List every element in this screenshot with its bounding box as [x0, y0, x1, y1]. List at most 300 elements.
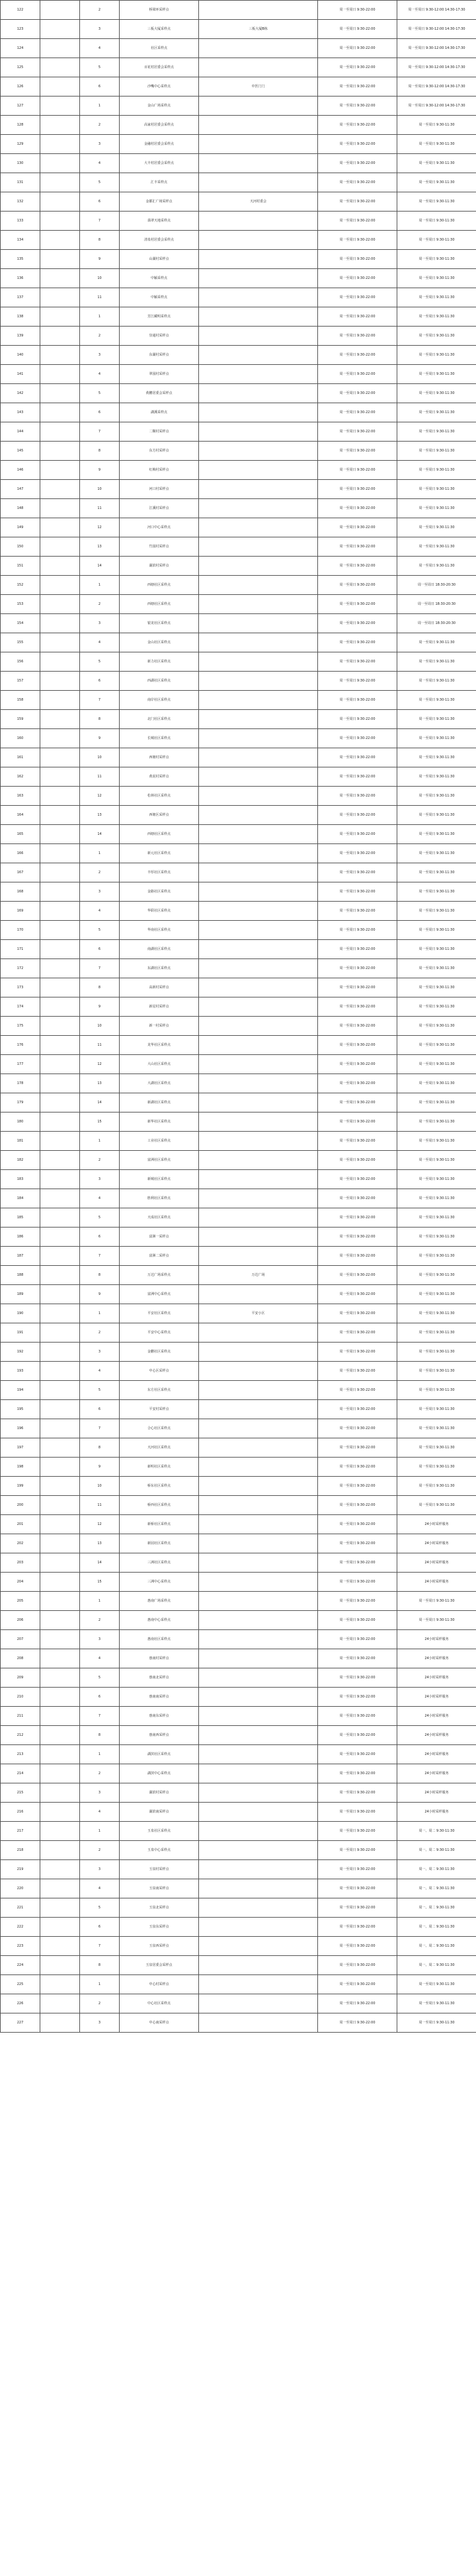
cell-site: 翡翠天地采样点 [120, 212, 199, 231]
cell-site: 大湖社区采样点 [120, 1074, 199, 1093]
table-row [1, 1764, 476, 1783]
cell-street [40, 1074, 80, 1093]
cell-hours: 周一至周日 9:30-22:00 [318, 1764, 397, 1783]
cell-no: 126 [1, 77, 40, 97]
cell-no: 173 [1, 978, 40, 997]
table-row [1, 1458, 476, 1477]
cell-addr [199, 787, 318, 806]
cell-weekend: 周一至周日 9:30-11:30 [397, 442, 476, 461]
table-row [1, 1630, 476, 1649]
cell-street [40, 1994, 80, 2013]
cell-site: 惠南西采样点 [120, 1726, 199, 1745]
cell-no: 204 [1, 1573, 40, 1592]
cell-site: 富洲社区采样点 [120, 1151, 199, 1170]
cell-street [40, 212, 80, 231]
cell-site: 河口村采样点 [120, 480, 199, 499]
cell-site: 黄泥村采样点 [120, 767, 199, 787]
cell-street [40, 537, 80, 557]
table-row [1, 154, 476, 173]
cell-no: 220 [1, 1879, 40, 1898]
cell-idx: 13 [80, 806, 120, 825]
cell-addr [199, 307, 318, 327]
cell-idx: 9 [80, 250, 120, 269]
table-row [1, 537, 476, 557]
cell-weekend: 周一至周日 9:30-11:30 [397, 212, 476, 231]
cell-idx: 9 [80, 729, 120, 748]
cell-site: 新星村采样点 [120, 997, 199, 1017]
cell-hours: 周一至周日 9:30-22:00 [318, 1822, 397, 1841]
cell-hours: 周一至周日 9:30-22:00 [318, 633, 397, 652]
table-row [1, 1362, 476, 1381]
cell-hours: 周一至周日 9:30-22:00 [318, 403, 397, 422]
cell-site: 西湖社区采样点 [120, 672, 199, 691]
table-row [1, 1074, 476, 1093]
cell-no: 141 [1, 365, 40, 384]
cell-addr [199, 1323, 318, 1343]
cell-no: 129 [1, 135, 40, 154]
table-row [1, 1918, 476, 1937]
cell-weekend: 周一、周二 9:30-11:30 [397, 1898, 476, 1918]
cell-weekend: 周一至周日 9:30-11:30 [397, 135, 476, 154]
table-row [1, 672, 476, 691]
table-row [1, 1937, 476, 1956]
cell-street [40, 1668, 80, 1688]
cell-site: 东湖社区采样点 [120, 959, 199, 978]
cell-site: 华联社区采样点 [120, 902, 199, 921]
cell-idx: 3 [80, 614, 120, 633]
table-row [1, 1745, 476, 1764]
cell-no: 206 [1, 1611, 40, 1630]
cell-idx: 6 [80, 1688, 120, 1707]
cell-weekend: 周一至周日 9:30-12:00 14:30-17:30 [397, 97, 476, 116]
cell-hours: 周一至周日 9:30-22:00 [318, 1994, 397, 2013]
cell-weekend: 周一至周日 9:30-11:30 [397, 940, 476, 959]
cell-street [40, 154, 80, 173]
cell-street [40, 1745, 80, 1764]
cell-idx: 3 [80, 1860, 120, 1879]
cell-hours: 周一至周日 9:30-22:00 [318, 1458, 397, 1477]
cell-idx: 5 [80, 1381, 120, 1400]
cell-street [40, 1898, 80, 1918]
cell-site: 汇丰采样点 [120, 173, 199, 192]
cell-site: 丰厚社区采样点 [120, 863, 199, 882]
cell-addr [199, 442, 318, 461]
cell-street [40, 327, 80, 346]
cell-idx: 15 [80, 1573, 120, 1592]
cell-site: 新力社区采样点 [120, 652, 199, 672]
cell-addr [199, 384, 318, 403]
table-row [1, 1726, 476, 1745]
cell-no: 187 [1, 1247, 40, 1266]
table-row [1, 212, 476, 231]
cell-site: 玉泉东采样点 [120, 1918, 199, 1937]
cell-addr [199, 58, 318, 77]
cell-site: 三板大厦采样点 [120, 20, 199, 39]
cell-site: 湖滨村采样点 [120, 1783, 199, 1803]
cell-hours: 周一至周日 9:30-22:00 [318, 863, 397, 882]
cell-idx: 13 [80, 1074, 120, 1093]
cell-addr [199, 902, 318, 921]
cell-hours: 周一至周日 9:30-22:00 [318, 422, 397, 442]
cell-street [40, 20, 80, 39]
cell-site: 平安中心采样点 [120, 1323, 199, 1343]
table-row [1, 307, 476, 327]
table-row [1, 1860, 476, 1879]
cell-idx: 6 [80, 403, 120, 422]
cell-weekend: 周一至周日 9:30-11:30 [397, 1975, 476, 1994]
cell-weekend: 周一至周日 9:30-11:30 [397, 652, 476, 672]
cell-no: 205 [1, 1592, 40, 1611]
cell-site: 中心南采样点 [120, 2013, 199, 2033]
table-row [1, 1956, 476, 1975]
cell-no: 176 [1, 1036, 40, 1055]
cell-addr [199, 1151, 318, 1170]
cell-idx: 13 [80, 537, 120, 557]
cell-addr [199, 1132, 318, 1151]
cell-site: 湖滨中心采样点 [120, 1764, 199, 1783]
cell-hours: 周一至周日 9:30-22:00 [318, 154, 397, 173]
cell-street [40, 978, 80, 997]
cell-weekend: 周一至周日 9:30-11:30 [397, 1151, 476, 1170]
table-row [1, 384, 476, 403]
cell-addr [199, 1189, 318, 1208]
table-row [1, 1036, 476, 1055]
cell-street [40, 1170, 80, 1189]
cell-no: 138 [1, 307, 40, 327]
cell-site: 合心社区采样点 [120, 1419, 199, 1438]
cell-site: 新元社区采样点 [120, 844, 199, 863]
cell-addr [199, 1343, 318, 1362]
cell-weekend: 24小时采样服务 [397, 1534, 476, 1553]
cell-weekend: 周一至周日 9:30-11:30 [397, 787, 476, 806]
table-row [1, 58, 476, 77]
cell-weekend: 周一至周日 9:30-11:30 [397, 365, 476, 384]
cell-hours: 周一至周日 9:30-22:00 [318, 288, 397, 307]
cell-hours: 周一至周日 9:30-22:00 [318, 1036, 397, 1055]
cell-addr [199, 1956, 318, 1975]
cell-site: 新园社区采样点 [120, 1534, 199, 1553]
cell-idx: 10 [80, 269, 120, 288]
cell-hours: 周一至周日 9:30-22:00 [318, 346, 397, 365]
cell-idx: 1 [80, 1592, 120, 1611]
cell-weekend: 周一至周日 9:30-12:00 14:30-17:30 [397, 77, 476, 97]
cell-hours: 周一至周日 9:30-22:00 [318, 1841, 397, 1860]
cell-no: 133 [1, 212, 40, 231]
cell-site: 富洲二采样点 [120, 1247, 199, 1266]
cell-hours: 周一至周日 9:30-22:00 [318, 2013, 397, 2033]
cell-no: 163 [1, 787, 40, 806]
cell-no: 142 [1, 384, 40, 403]
cell-no: 179 [1, 1093, 40, 1112]
cell-no: 225 [1, 1975, 40, 1994]
cell-addr: 万达广场 [199, 1266, 318, 1285]
cell-street [40, 1611, 80, 1630]
cell-addr [199, 1170, 318, 1189]
cell-hours: 周一至周日 9:30-22:00 [318, 921, 397, 940]
cell-site: 高新村采样点 [120, 978, 199, 997]
cell-site: 桥东社区采样点 [120, 1477, 199, 1496]
table-row [1, 844, 476, 863]
cell-weekend: 周一至周日 9:30-11:30 [397, 231, 476, 250]
cell-no: 185 [1, 1208, 40, 1228]
cell-street [40, 307, 80, 327]
cell-weekend: 24小时采样服务 [397, 1707, 476, 1726]
cell-addr [199, 1458, 318, 1477]
cell-site: 金融村居委会采样点 [120, 135, 199, 154]
cell-site: 惠南中心采样点 [120, 1611, 199, 1630]
cell-addr [199, 403, 318, 422]
cell-addr [199, 672, 318, 691]
cell-no: 143 [1, 403, 40, 422]
cell-street [40, 1477, 80, 1496]
cell-hours: 周一至周日 9:30-22:00 [318, 767, 397, 787]
cell-idx: 1 [80, 1745, 120, 1764]
cell-hours: 周一至周日 9:30-22:00 [318, 1362, 397, 1381]
cell-addr [199, 806, 318, 825]
table-row [1, 863, 476, 882]
table-row [1, 1208, 476, 1228]
cell-street [40, 806, 80, 825]
cell-site: 二顺村采样点 [120, 422, 199, 442]
cell-addr [199, 1707, 318, 1726]
cell-site: 玉泉南采样点 [120, 1879, 199, 1898]
cell-no: 140 [1, 346, 40, 365]
cell-street [40, 1266, 80, 1285]
table-row [1, 1783, 476, 1803]
table-row [1, 652, 476, 672]
table-row [1, 1879, 476, 1898]
cell-addr [199, 729, 318, 748]
cell-hours: 周一至周日 9:30-22:00 [318, 1975, 397, 1994]
cell-idx: 12 [80, 518, 120, 537]
cell-site: 江溪村采样点 [120, 499, 199, 518]
cell-addr [199, 1668, 318, 1688]
cell-weekend: 周一至周日 9:30-11:30 [397, 307, 476, 327]
cell-weekend: 周一至周日 9:30-12:00 14:30-17:30 [397, 39, 476, 58]
cell-addr [199, 154, 318, 173]
table-row [1, 1132, 476, 1151]
cell-street [40, 1630, 80, 1649]
cell-idx: 2 [80, 1764, 120, 1783]
cell-hours: 周一至周日 9:30-22:00 [318, 940, 397, 959]
cell-no: 150 [1, 537, 40, 557]
cell-hours: 周一至周日 9:30-22:00 [318, 384, 397, 403]
cell-hours: 周一至周日 9:30-22:00 [318, 1496, 397, 1515]
cell-site: 社区采样点 [120, 39, 199, 58]
cell-idx: 2 [80, 863, 120, 882]
cell-site: 金鹏社区采样点 [120, 1343, 199, 1362]
cell-site: 松林社区采样点 [120, 787, 199, 806]
cell-street [40, 422, 80, 442]
cell-street [40, 1228, 80, 1247]
cell-no: 168 [1, 882, 40, 902]
cell-street [40, 1438, 80, 1458]
cell-no: 122 [1, 1, 40, 20]
cell-weekend: 24小时采样服务 [397, 1553, 476, 1573]
cell-no: 139 [1, 327, 40, 346]
cell-weekend: 周一至周日 9:30-11:30 [397, 1266, 476, 1285]
table-row [1, 825, 476, 844]
cell-idx: 4 [80, 902, 120, 921]
cell-addr [199, 1937, 318, 1956]
cell-addr [199, 1, 318, 20]
cell-weekend: 周一至周日 9:30-11:30 [397, 1362, 476, 1381]
cell-weekend: 周一、周二 9:30-11:30 [397, 1841, 476, 1860]
cell-no: 193 [1, 1362, 40, 1381]
table-row [1, 39, 476, 58]
cell-addr [199, 97, 318, 116]
cell-addr [199, 633, 318, 652]
table-row [1, 1112, 476, 1132]
table-row [1, 1400, 476, 1419]
cell-idx: 4 [80, 154, 120, 173]
cell-weekend: 周一至周日 9:30-11:30 [397, 959, 476, 978]
cell-hours: 周一至周日 9:30-22:00 [318, 1592, 397, 1611]
table-row [1, 1285, 476, 1304]
table-row [1, 288, 476, 307]
cell-addr: 平安小区 [199, 1304, 318, 1323]
table-row [1, 921, 476, 940]
cell-idx: 10 [80, 480, 120, 499]
cell-weekend: 周一至周日 9:30-11:30 [397, 1247, 476, 1266]
cell-site: 桥梁环采样点 [120, 1, 199, 20]
cell-hours: 周一至周日 9:30-22:00 [318, 748, 397, 767]
cell-no: 160 [1, 729, 40, 748]
cell-addr [199, 1649, 318, 1668]
cell-weekend: 周一至周日 9:30-11:30 [397, 288, 476, 307]
cell-weekend: 周一至周日 9:30-11:30 [397, 729, 476, 748]
cell-addr [199, 1496, 318, 1515]
cell-site: 北门社区采样点 [120, 710, 199, 729]
cell-no: 223 [1, 1937, 40, 1956]
cell-no: 227 [1, 2013, 40, 2033]
cell-idx: 4 [80, 365, 120, 384]
cell-no: 158 [1, 691, 40, 710]
cell-idx: 14 [80, 1093, 120, 1112]
cell-hours: 周一至周日 9:30-22:00 [318, 1285, 397, 1304]
cell-site: 红梅村采样点 [120, 461, 199, 480]
cell-no: 216 [1, 1803, 40, 1822]
cell-site: 富洲中心采样点 [120, 1285, 199, 1304]
cell-no: 218 [1, 1841, 40, 1860]
cell-site: 新一村采样点 [120, 1017, 199, 1036]
cell-hours: 周一至周日 9:30-22:00 [318, 1381, 397, 1400]
cell-idx: 5 [80, 173, 120, 192]
cell-hours: 周一至周日 9:30-22:00 [318, 192, 397, 212]
cell-site: 湖滨南采样点 [120, 1803, 199, 1822]
table-row [1, 327, 476, 346]
table-row [1, 1477, 476, 1496]
cell-no: 148 [1, 499, 40, 518]
cell-street [40, 1362, 80, 1381]
cell-no: 188 [1, 1266, 40, 1285]
cell-weekend: 周一至周日 9:30-11:30 [397, 461, 476, 480]
cell-weekend: 周一至周日 9:30-11:30 [397, 748, 476, 767]
cell-weekend: 周一、周二 9:30-11:30 [397, 1937, 476, 1956]
cell-site: 东湖村采样点 [120, 346, 199, 365]
cell-weekend: 周一至周日 9:30-11:30 [397, 1438, 476, 1458]
cell-idx: 10 [80, 1017, 120, 1036]
cell-addr [199, 1112, 318, 1132]
cell-addr [199, 1036, 318, 1055]
cell-no: 177 [1, 1055, 40, 1074]
cell-addr [199, 1573, 318, 1592]
cell-no: 210 [1, 1688, 40, 1707]
cell-idx: 6 [80, 1400, 120, 1419]
table-row [1, 940, 476, 959]
cell-street [40, 269, 80, 288]
cell-no: 145 [1, 442, 40, 461]
cell-weekend: 周一至周日 18:30-20:30 [397, 576, 476, 595]
cell-street [40, 595, 80, 614]
cell-site: 惠南社区采样点 [120, 1630, 199, 1649]
cell-weekend: 24小时采样服务 [397, 1688, 476, 1707]
cell-weekend: 周一至周日 9:30-11:30 [397, 672, 476, 691]
cell-addr [199, 269, 318, 288]
cell-hours: 周一至周日 9:30-22:00 [318, 461, 397, 480]
cell-hours: 周一至周日 9:30-22:00 [318, 691, 397, 710]
cell-idx: 3 [80, 882, 120, 902]
cell-weekend: 周一至周日 9:30-11:30 [397, 806, 476, 825]
cell-addr [199, 1994, 318, 2013]
cell-weekend: 周一至周日 9:30-11:30 [397, 1419, 476, 1438]
cell-idx: 13 [80, 1534, 120, 1553]
cell-idx: 4 [80, 1879, 120, 1898]
cell-addr [199, 691, 318, 710]
cell-idx: 12 [80, 787, 120, 806]
cell-idx: 7 [80, 1247, 120, 1266]
cell-hours: 周一至周日 9:30-22:00 [318, 250, 397, 269]
cell-no: 154 [1, 614, 40, 633]
cell-idx: 4 [80, 1649, 120, 1668]
cell-addr [199, 365, 318, 384]
cell-weekend: 周一至周日 9:30-11:30 [397, 327, 476, 346]
cell-hours: 周一至周日 9:30-22:00 [318, 365, 397, 384]
cell-idx: 3 [80, 2013, 120, 2033]
cell-idx: 1 [80, 97, 120, 116]
cell-hours: 周一至周日 9:30-22:00 [318, 1898, 397, 1918]
table-row [1, 1668, 476, 1688]
cell-street [40, 1323, 80, 1343]
cell-weekend: 周一至周日 9:30-11:30 [397, 1036, 476, 1055]
cell-no: 125 [1, 58, 40, 77]
cell-street [40, 461, 80, 480]
cell-no: 215 [1, 1783, 40, 1803]
cell-street [40, 652, 80, 672]
cell-addr [199, 537, 318, 557]
cell-idx: 3 [80, 20, 120, 39]
table-row [1, 576, 476, 595]
cell-street [40, 1649, 80, 1668]
cell-idx: 1 [80, 1304, 120, 1323]
cell-weekend: 周一至周日 9:30-11:30 [397, 499, 476, 518]
cell-weekend: 24小时采样服务 [397, 1573, 476, 1592]
table-row [1, 691, 476, 710]
cell-weekend: 24小时采样服务 [397, 1803, 476, 1822]
cell-street [40, 346, 80, 365]
cell-hours: 周一至周日 9:30-22:00 [318, 1783, 397, 1803]
cell-addr [199, 346, 318, 365]
cell-no: 127 [1, 97, 40, 116]
cell-hours: 周一至周日 9:30-22:00 [318, 518, 397, 537]
cell-street [40, 97, 80, 116]
table-row [1, 710, 476, 729]
cell-addr [199, 1362, 318, 1381]
table-row [1, 1170, 476, 1189]
cell-no: 132 [1, 192, 40, 212]
cell-idx: 11 [80, 499, 120, 518]
cell-street [40, 192, 80, 212]
